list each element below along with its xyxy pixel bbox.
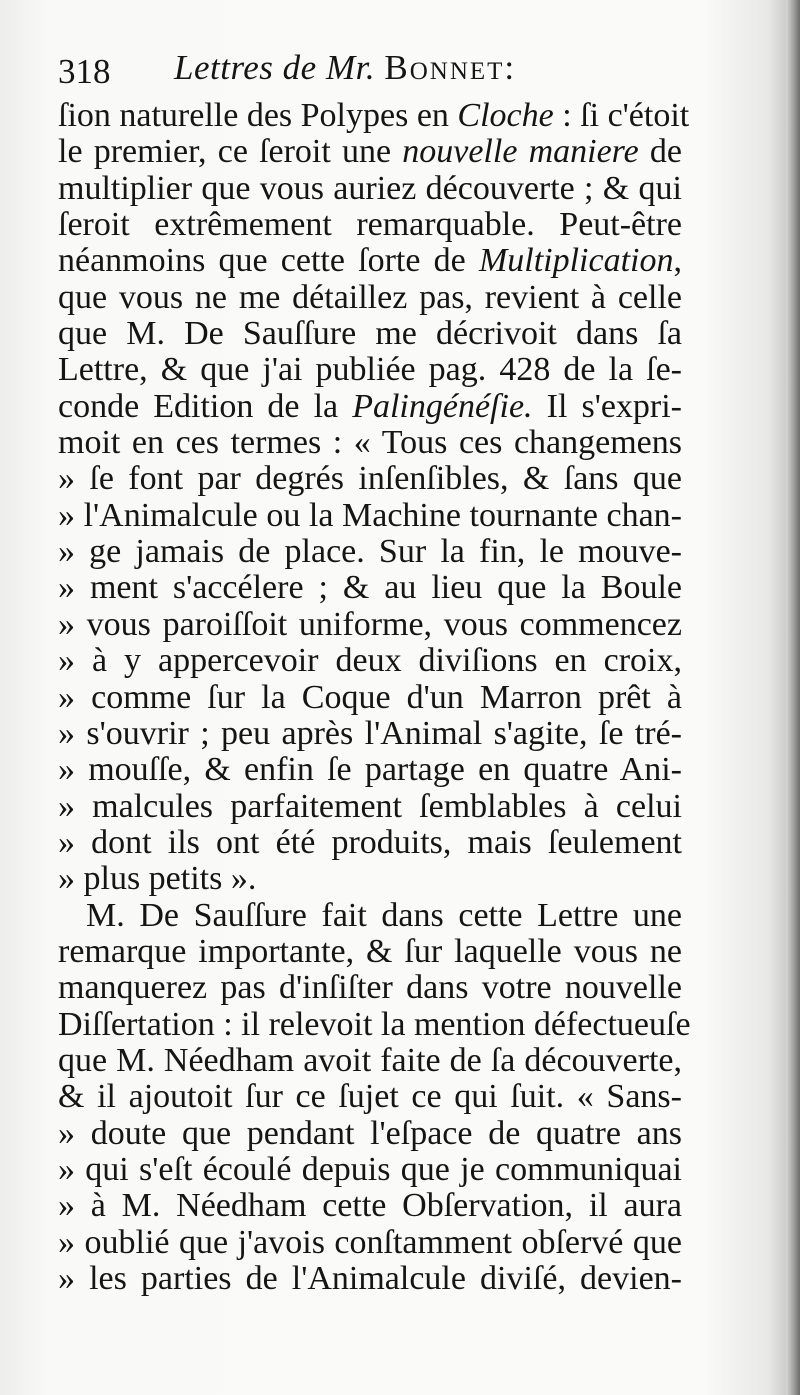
text-span: » qui s'eſt écoulé depuis que je communiquai xyxy=(58,1150,682,1188)
text-span: » l'Animalcule ou la Machine tournante chan- xyxy=(58,496,682,534)
text-span: Diſſertation : il relevoit la mention défectueuſe xyxy=(58,1005,691,1043)
text-line xyxy=(58,898,682,934)
text-span: » vous paroiſſoit uniforme, vous commencez xyxy=(58,605,682,643)
text-span: , xyxy=(673,242,682,280)
text-span: ſion naturelle des Polypes en xyxy=(58,97,458,134)
text-span: » ment s'accélere ; & au lieu que la Boule xyxy=(58,569,682,607)
text-span: » à M. Néedham cette Obſervation, il aura xyxy=(58,1187,682,1225)
text-span: » plus petits ». xyxy=(58,860,257,898)
text-line xyxy=(58,934,682,970)
italic-text: Palingénéſie. xyxy=(352,387,533,425)
text-line xyxy=(58,970,682,1006)
text-span: » s'ouvrir ; peu après l'Animal s'agite, ſe tré- xyxy=(58,714,682,752)
text-span: moit en ces termes : « Tous ces changemens xyxy=(58,424,682,462)
italic-text: Cloche xyxy=(457,97,554,134)
text-span: » dont ils ont été produits, mais ſeulement xyxy=(58,823,682,861)
text-span: » à y appercevoir deux diviſions en croix, xyxy=(58,642,682,680)
text-line xyxy=(58,1152,682,1188)
text-span: » ſe font par degrés inſenſibles, & ſans que xyxy=(58,460,682,498)
text-line xyxy=(58,752,682,788)
text-span: que M. Néedham avoit faite de ſa découverte, xyxy=(58,1041,682,1079)
body-text xyxy=(58,97,691,1297)
text-span: Il s'expri- xyxy=(532,387,683,425)
text-line xyxy=(58,243,682,279)
text-line xyxy=(58,389,682,425)
text-span: conde Edition de la xyxy=(58,387,353,425)
text-line xyxy=(58,316,682,352)
text-line xyxy=(58,352,682,388)
text-span: manquerez pas d'inſiſter dans votre nouvelle xyxy=(58,969,682,1007)
text-line xyxy=(58,207,682,243)
text-line xyxy=(58,1188,682,1224)
page-edge-shadow xyxy=(786,0,800,1395)
text-line xyxy=(58,498,682,534)
text-line xyxy=(58,97,690,134)
text-span: le premier, ce ſeroit une xyxy=(58,133,403,171)
text-span: ſeroit extrêmement remarquable. Peut-être xyxy=(58,206,682,244)
italic-text: Multiplication xyxy=(478,242,674,280)
text-span: : ſi c'étoit xyxy=(553,97,690,134)
text-span: » ge jamais de place. Sur la fin, le mouve- xyxy=(58,533,682,571)
text-line xyxy=(58,1261,682,1297)
text-line xyxy=(58,1043,682,1079)
text-line xyxy=(58,1116,682,1152)
text-line xyxy=(58,280,682,316)
text-span: multiplier que vous auriez découverte ; & qui xyxy=(58,169,682,207)
text-span: que M. De Sauſſure me décrivoit dans ſa xyxy=(58,315,682,353)
text-line xyxy=(58,825,682,861)
text-line xyxy=(58,607,682,643)
text-span: » les parties de l'Animalcule diviſé, devien- xyxy=(58,1260,682,1297)
text-line xyxy=(58,1079,682,1115)
text-span: de xyxy=(638,133,682,171)
text-line xyxy=(58,716,682,752)
text-span: remarque importante, & ſur laquelle vous ne xyxy=(58,932,682,970)
text-line xyxy=(58,680,682,716)
text-line xyxy=(58,570,682,606)
text-line xyxy=(58,1005,691,1043)
running-title-author: Bonnet: xyxy=(384,48,517,87)
text-span: » mouſſe, & enfin ſe partage en quatre Ani- xyxy=(58,751,682,789)
text-span: néanmoins que cette ſorte de xyxy=(58,242,479,280)
text-span: & il ajoutoit ſur ce ſujet ce qui ſuit. « Sans- xyxy=(58,1078,682,1116)
text-line xyxy=(58,861,682,897)
running-header xyxy=(58,44,698,92)
text-span: » oublié que j'avois conſtamment obſervé que xyxy=(58,1223,682,1261)
text-span: Lettre, & que j'ai publiée pag. 428 de la ſe- xyxy=(58,351,682,389)
text-line xyxy=(58,425,682,461)
running-title xyxy=(174,48,516,88)
text-line xyxy=(58,643,682,679)
text-span: » malcules parfaitement ſemblables à celui xyxy=(58,787,682,825)
text-span: » doute que pendant l'eſpace de quatre ans xyxy=(58,1114,682,1152)
text-span: » comme ſur la Coque d'un Marron prêt à xyxy=(58,678,682,716)
running-title-italic: Lettres de Mr. xyxy=(174,48,376,87)
page-number: 318 xyxy=(58,52,111,91)
text-span: M. De Sauſſure fait dans cette Lettre une xyxy=(86,896,682,934)
text-span: que vous ne me détaillez pas, revient à celle xyxy=(58,278,682,316)
text-line xyxy=(58,1225,682,1261)
text-line xyxy=(58,134,682,170)
text-line xyxy=(58,461,682,497)
text-line xyxy=(58,171,682,207)
text-line xyxy=(58,534,682,570)
text-line xyxy=(58,789,682,825)
italic-text: nouvelle maniere xyxy=(402,133,639,171)
